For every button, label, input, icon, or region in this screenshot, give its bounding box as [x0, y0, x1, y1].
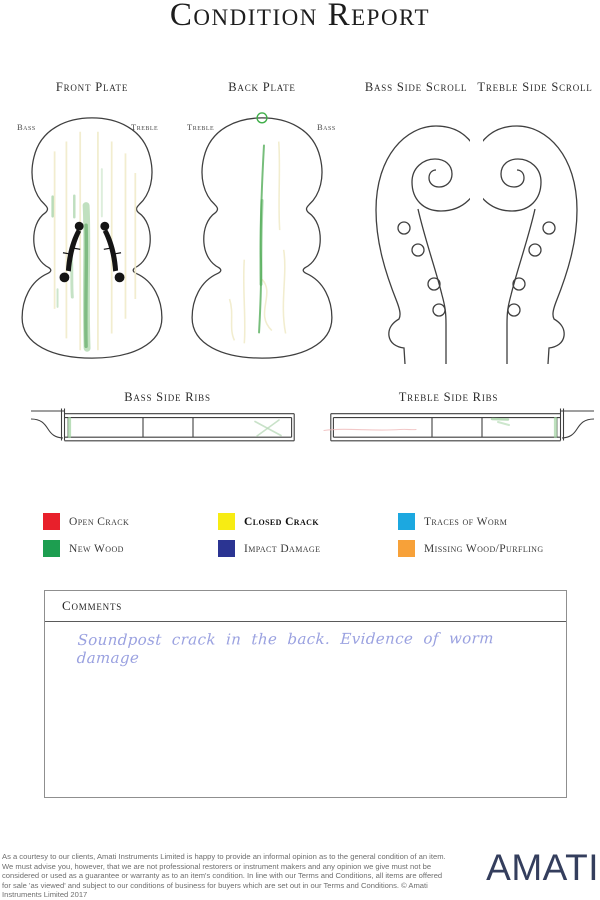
- legend-item-traces-of-worm: [398, 513, 507, 530]
- amati-logo: AMATI: [486, 847, 599, 888]
- legend-item-missing-wood: [398, 540, 544, 557]
- footer-disclaimer: As a courtesy to our clients, Amati Instruments Limited is happy to provide an informal opinion as to the general condition of an item. We must advise you, however, that we are not professional restorers or instrument makers and any opinion we give must not be considered or used as a guarantee or warranty as to an item's condition. In line with our Terms and Conditions, all items are offered for sale 'as viewed' and subject to our conditions of business for buyers which are set out in our Terms and Conditions. © Amati Instruments Limited 2017: [2, 852, 446, 900]
- treble-scroll-diagram: [483, 112, 587, 364]
- bass-scroll-label: Bass Side Scroll: [364, 80, 468, 94]
- bass-scroll-diagram: [366, 112, 470, 364]
- comments-box: [44, 590, 567, 798]
- treble-ribs-diagram: [312, 404, 597, 452]
- bass-ribs-diagram: [28, 404, 313, 452]
- treble-scroll-label: Treble Side Scroll: [477, 80, 593, 94]
- open-crack-swatch: [43, 513, 60, 530]
- closed-crack-label: Closed Crack: [244, 515, 319, 528]
- impact-damage-label: Impact Damage: [244, 542, 321, 555]
- closed-crack-swatch: [218, 513, 235, 530]
- missing-wood-swatch: [398, 540, 415, 557]
- impact-damage-swatch: [218, 540, 235, 557]
- legend-item-closed-crack: [218, 513, 319, 530]
- traces-of-worm-label: Traces of Worm: [424, 515, 508, 528]
- traces-of-worm-swatch: [398, 513, 415, 530]
- page-title: Condition Report: [169, 0, 431, 33]
- new-wood-label: New Wood: [69, 542, 124, 555]
- back-plate-label: Back Plate: [228, 80, 296, 94]
- legend-item-impact-damage: [218, 540, 320, 557]
- back-plate-treble-side-label: Treble: [187, 122, 215, 132]
- front-plate-label: Front Plate: [55, 80, 129, 94]
- legend-item-new-wood: [43, 540, 124, 557]
- legend-item-open-crack: [43, 513, 129, 530]
- back-plate-diagram: [184, 112, 340, 364]
- missing-wood-label: Missing Wood/Purfling: [424, 542, 544, 555]
- bass-ribs-label: Bass Side Ribs: [124, 390, 211, 404]
- front-plate-bass-side-label: Bass: [17, 122, 36, 132]
- front-plate-treble-side-label: Treble: [131, 122, 159, 132]
- new-wood-swatch: [43, 540, 60, 557]
- treble-ribs-label: Treble Side Ribs: [398, 390, 499, 404]
- back-plate-bass-side-label: Bass: [317, 122, 336, 132]
- comments-header: Comments: [45, 591, 566, 622]
- handwritten-comment: Soundpost crack in the back. Evidence of worm damage: [76, 629, 495, 668]
- open-crack-label: Open Crack: [69, 515, 130, 528]
- front-plate-diagram: [14, 112, 170, 364]
